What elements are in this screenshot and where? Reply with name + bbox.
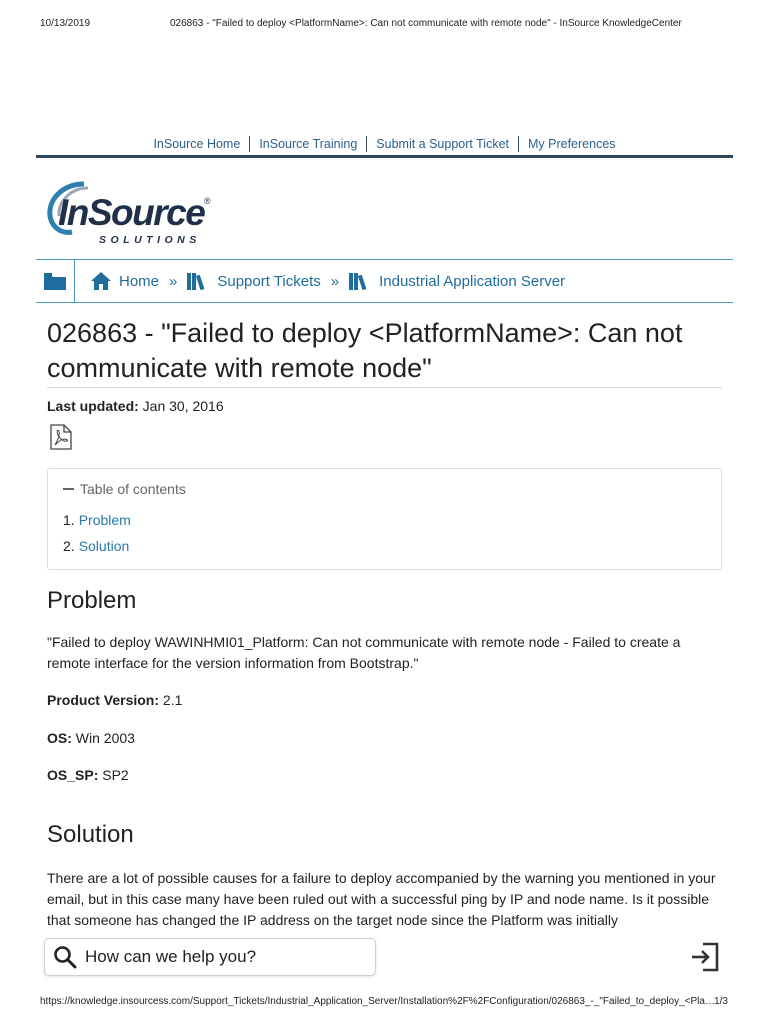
os-sp-value: SP2 [102, 767, 129, 783]
solution-text: There are a lot of possible causes for a failure to deploy accompanied by the warning you mentioned in your email, but in this case many have been ruled out with a successful ping by IP and node name. Is it possible that someone has changed the IP address on the target node since the Platform was initially [47, 870, 716, 928]
collapse-icon [63, 488, 74, 490]
breadcrumb-home-label: Home [119, 272, 160, 290]
insource-logo[interactable] [44, 178, 234, 248]
breadcrumb-industrial-app-server-label: Industrial Application Server [379, 272, 566, 290]
books-icon [349, 272, 371, 290]
books-icon [187, 272, 209, 290]
problem-heading: Problem [47, 587, 137, 614]
product-version [47, 692, 182, 708]
print-footer [40, 996, 728, 1010]
logo-registered: ® [204, 196, 211, 206]
breadcrumb-separator: » [330, 272, 340, 290]
title-divider [47, 387, 722, 388]
nav-submit-ticket[interactable]: Submit a Support Ticket [366, 136, 518, 152]
print-date: 10/13/2019 [40, 18, 91, 29]
breadcrumb-industrial-app-server[interactable] [349, 272, 565, 290]
toc-item [63, 509, 131, 535]
os-label: OS: [47, 730, 72, 746]
pdf-icon[interactable] [50, 424, 72, 455]
top-nav [36, 133, 733, 155]
toc-toggle[interactable] [63, 481, 186, 497]
breadcrumb [36, 259, 733, 303]
os [47, 730, 135, 746]
last-updated-label: Last updated: [47, 398, 139, 414]
toc-item [63, 535, 131, 561]
search-icon [53, 945, 77, 969]
breadcrumb-separator: » [169, 272, 178, 290]
breadcrumb-home[interactable] [91, 272, 159, 290]
search-bar[interactable] [44, 938, 376, 976]
os-sp-label: OS_SP: [47, 767, 99, 783]
folder-icon[interactable] [36, 260, 75, 302]
os-sp [47, 767, 129, 783]
logo-subtitle: SOLUTIONS [99, 234, 201, 246]
logo-wordmark: InSource [58, 192, 205, 233]
breadcrumb-support-tickets[interactable] [187, 272, 320, 290]
product-version-label: Product Version: [47, 692, 160, 708]
last-updated [47, 398, 224, 414]
home-icon [91, 272, 111, 290]
breadcrumb-support-tickets-label: Support Tickets [217, 272, 321, 290]
nav-divider [36, 155, 733, 158]
toc-item-number: 2. [63, 538, 75, 554]
nav-insource-home[interactable]: InSource Home [153, 137, 241, 151]
print-page-number: 1/3 [714, 996, 728, 1007]
toc-list [63, 509, 131, 561]
print-header [40, 18, 728, 32]
last-updated-value: Jan 30, 2016 [142, 398, 224, 414]
product-version-value: 2.1 [162, 692, 183, 708]
search-placeholder: How can we help you? [85, 947, 257, 966]
print-url: https://knowledge.insourcess.com/Support_Tickets/Industrial_Application_Server/Installation%2F%2FConfiguration/026863_-_"Failed_to_deploy_<Pla… [40, 996, 715, 1007]
toc-link-solution[interactable]: Solution [78, 538, 130, 554]
sign-in-icon[interactable] [689, 941, 721, 978]
nav-insource-training[interactable]: InSource Training [249, 136, 366, 152]
page-title: 026863 - "Failed to deploy <PlatformName>: Can not communicate with remote node" [47, 318, 683, 383]
table-of-contents [47, 468, 722, 570]
toc-heading: Table of contents [80, 481, 186, 497]
toc-item-number: 1. [63, 512, 75, 528]
toc-link-problem[interactable]: Problem [78, 512, 131, 528]
problem-text: "Failed to deploy WAWINHMI01_Platform: Can not communicate with remote node - Failed to create a remote interface for the version information from Bootstrap." [47, 634, 681, 671]
print-page-title: 026863 - "Failed to deploy <PlatformName>: Can not communicate with remote node" - InSource KnowledgeCenter [170, 18, 682, 29]
os-value: Win 2003 [75, 730, 135, 746]
solution-heading: Solution [47, 821, 134, 848]
nav-my-preferences[interactable]: My Preferences [518, 136, 625, 152]
